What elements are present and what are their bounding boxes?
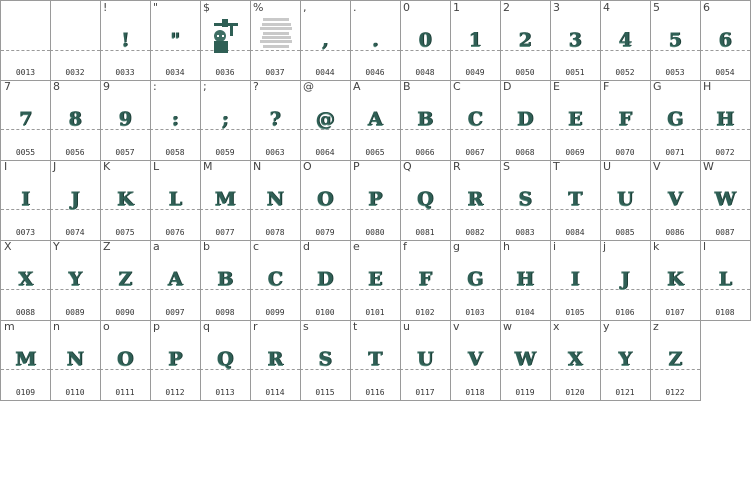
glyph-cell — [600, 160, 651, 241]
glyph-sample: 5 — [668, 29, 682, 51]
glyph-sample: @ — [315, 108, 335, 130]
char-label: e — [353, 240, 360, 253]
char-label: 8 — [53, 80, 60, 93]
glyph-sample: I — [570, 268, 580, 290]
glyph-cell — [150, 0, 201, 81]
glyph-sample: ? — [269, 108, 281, 130]
char-label: T — [553, 160, 560, 173]
char-label: 9 — [103, 80, 110, 93]
glyph-cell — [50, 320, 101, 401]
glyph-cell — [700, 240, 751, 321]
glyph-sample: 7 — [18, 108, 33, 130]
char-label: 2 — [503, 1, 510, 14]
char-code: 0103 — [465, 308, 485, 317]
glyph-sample: : — [171, 108, 179, 130]
glyph-cell — [400, 160, 451, 241]
char-label: W — [703, 160, 714, 173]
glyph-sample: 9 — [118, 108, 132, 130]
glyph-sample: G — [666, 108, 684, 130]
char-code: 0102 — [415, 308, 435, 317]
char-label: u — [403, 320, 410, 333]
glyph-sample: 6 — [718, 29, 732, 51]
glyph-sample: H — [716, 108, 734, 130]
char-code: 0122 — [665, 388, 685, 397]
glyph-cell — [0, 0, 51, 81]
char-code: 0108 — [715, 308, 735, 317]
char-label: . — [353, 1, 357, 14]
glyph-sample: Y — [618, 348, 632, 370]
glyph-cell — [400, 80, 451, 161]
glyph-sample: R — [267, 348, 283, 370]
glyph-cell — [650, 240, 701, 321]
char-label: s — [303, 320, 309, 333]
glyph-cell — [700, 80, 751, 161]
glyph-sample: ! — [120, 29, 130, 51]
char-label: N — [253, 160, 262, 173]
glyph-sample: ; — [221, 108, 229, 130]
glyph-sample: J — [620, 268, 630, 290]
char-code: 0064 — [315, 148, 335, 157]
char-label: @ — [303, 80, 314, 93]
glyph-cell — [200, 0, 251, 81]
char-label: C — [453, 80, 461, 93]
glyph-sample: A — [367, 108, 383, 130]
glyph-sample: X — [567, 348, 583, 370]
glyph-sample: N — [266, 188, 284, 210]
char-label: Q — [403, 160, 412, 173]
glyph-sample: H — [516, 268, 534, 290]
char-label: S — [503, 160, 510, 173]
glyph-sample: P — [167, 348, 183, 370]
portrait-illustration-icon — [208, 19, 242, 55]
glyph-cell — [0, 240, 51, 321]
char-label: n — [53, 320, 60, 333]
glyph-sample: 4 — [618, 29, 632, 51]
glyph-cell — [300, 320, 351, 401]
glyph-sample: 3 — [568, 29, 582, 51]
glyph-cell — [700, 160, 751, 241]
glyph-cell — [50, 0, 101, 81]
char-label: 4 — [603, 1, 610, 14]
char-code: 0109 — [15, 388, 36, 397]
glyph-cell — [500, 240, 551, 321]
char-label: : — [153, 80, 157, 93]
glyph-sample: U — [616, 188, 634, 210]
char-label: l — [703, 240, 707, 253]
char-label: g — [453, 240, 460, 253]
char-code: 0100 — [315, 308, 335, 317]
glyph-sample: P — [367, 188, 383, 210]
char-label: J — [53, 160, 57, 173]
glyph-sample: C — [467, 108, 483, 130]
glyph-sample: 2 — [518, 29, 532, 51]
baseline-guide — [250, 50, 300, 51]
char-label: U — [603, 160, 612, 173]
glyph-cell — [150, 80, 201, 161]
glyph-sample: V — [667, 188, 683, 210]
char-code: 0110 — [65, 388, 85, 397]
glyph-sample: V — [467, 348, 483, 370]
char-label: F — [603, 80, 610, 93]
char-code: 0077 — [215, 228, 235, 237]
baseline-guide — [1, 50, 50, 51]
char-label: h — [503, 240, 510, 253]
char-label: Y — [53, 240, 60, 253]
glyph-sample: X — [18, 268, 33, 290]
glyph-cell — [550, 320, 601, 401]
glyph-cell — [400, 0, 451, 81]
char-label: V — [653, 160, 661, 173]
char-label: 1 — [453, 1, 460, 14]
glyph-cell — [250, 240, 301, 321]
glyph-cell — [350, 320, 401, 401]
char-label: t — [353, 320, 358, 333]
char-label: B — [403, 80, 411, 93]
glyph-sample: U — [416, 348, 434, 370]
glyph-cell — [0, 160, 51, 241]
char-code: 0121 — [615, 388, 635, 397]
glyph-cell — [200, 240, 251, 321]
char-code: 0046 — [365, 68, 385, 77]
glyph-cell — [700, 0, 751, 81]
char-code: 0044 — [315, 68, 335, 77]
glyph-cell — [500, 80, 551, 161]
glyph-sample: O — [116, 348, 134, 370]
glyph-sample: Z — [118, 268, 132, 290]
glyph-sample: C — [267, 268, 283, 290]
char-label: z — [653, 320, 659, 333]
glyph-cell — [250, 0, 301, 81]
char-code: 0063 — [265, 148, 285, 157]
char-code: 0054 — [715, 68, 735, 77]
glyph-cell — [100, 80, 151, 161]
glyph-sample: 1 — [468, 29, 482, 51]
glyph-cell — [150, 320, 201, 401]
char-label: a — [153, 240, 160, 253]
char-label: k — [653, 240, 660, 253]
glyph-cell — [150, 240, 201, 321]
glyph-cell — [600, 0, 651, 81]
glyph-cell — [650, 0, 701, 81]
glyph-cell — [350, 160, 401, 241]
glyph-sample: Q — [216, 348, 234, 370]
char-label: 0 — [403, 1, 410, 14]
glyph-cell — [550, 80, 601, 161]
glyph-cell — [450, 240, 501, 321]
glyph-cell — [450, 80, 501, 161]
glyph-cell — [200, 80, 251, 161]
glyph-sample: Q — [416, 188, 434, 210]
char-label: b — [203, 240, 210, 253]
glyph-cell — [300, 240, 351, 321]
char-code: 0080 — [365, 228, 385, 237]
glyph-sample: Z — [668, 348, 682, 370]
char-code: 0082 — [465, 228, 485, 237]
glyph-sample: R — [467, 188, 483, 210]
char-code: 0013 — [15, 68, 36, 77]
char-label: j — [603, 240, 607, 253]
char-code: 0050 — [515, 68, 535, 77]
char-code: 0104 — [515, 308, 535, 317]
glyph-sample: S — [318, 348, 332, 370]
char-label: G — [653, 80, 662, 93]
glyph-sample: K — [116, 188, 134, 210]
char-code: 0097 — [165, 308, 185, 317]
char-label: 6 — [703, 1, 710, 14]
char-label: f — [403, 240, 407, 253]
glyph-cell — [200, 160, 251, 241]
char-label: o — [103, 320, 110, 333]
char-label: A — [353, 80, 361, 93]
char-code: 0070 — [615, 148, 635, 157]
glyph-sample: J — [70, 188, 80, 210]
char-code: 0085 — [615, 228, 635, 237]
char-code: 0052 — [615, 68, 635, 77]
char-code: 0120 — [565, 388, 585, 397]
char-label: y — [603, 320, 610, 333]
glyph-cell — [500, 160, 551, 241]
char-label: X — [4, 240, 12, 253]
char-label: I — [4, 160, 8, 173]
glyph-cell — [550, 0, 601, 81]
char-code: 0065 — [365, 148, 385, 157]
glyph-cell — [100, 240, 151, 321]
glyph-sample: A — [167, 268, 183, 290]
glyph-sample: D — [316, 268, 334, 290]
glyph-cell — [150, 160, 201, 241]
char-label: Z — [103, 240, 111, 253]
glyph-sample: E — [567, 108, 583, 130]
char-code: 0112 — [165, 388, 185, 397]
char-code: 0074 — [65, 228, 85, 237]
char-label: H — [703, 80, 712, 93]
glyph-sample: B — [416, 108, 434, 130]
char-label: 3 — [553, 1, 560, 14]
glyph-sample: " — [170, 29, 180, 51]
char-label: R — [453, 160, 461, 173]
char-label: q — [203, 320, 210, 333]
char-label: 5 — [653, 1, 660, 14]
char-code: 0084 — [565, 228, 585, 237]
char-code: 0059 — [215, 148, 235, 157]
glyph-cell — [600, 80, 651, 161]
char-label: M — [203, 160, 213, 173]
glyph-cell — [350, 240, 401, 321]
char-label: D — [503, 80, 512, 93]
glyph-sample: . — [371, 29, 379, 51]
glyph-sample: F — [418, 268, 432, 290]
glyph-cell — [300, 80, 351, 161]
char-code: 0049 — [465, 68, 485, 77]
glyph-sample: G — [466, 268, 484, 290]
char-label: K — [103, 160, 111, 173]
char-label: p — [153, 320, 160, 333]
glyph-sample: W — [714, 188, 736, 210]
glyph-cell — [400, 320, 451, 401]
glyph-sample: T — [567, 188, 583, 210]
char-label: ; — [203, 80, 207, 93]
glyph-cell — [500, 0, 551, 81]
glyph-cell — [350, 80, 401, 161]
glyph-cell — [450, 160, 501, 241]
char-code: 0037 — [265, 68, 285, 77]
char-code: 0075 — [115, 228, 135, 237]
char-code: 0105 — [565, 308, 585, 317]
glyph-cell — [200, 320, 251, 401]
char-label: 7 — [4, 80, 11, 93]
glyph-sample: E — [367, 268, 383, 290]
char-label: i — [553, 240, 557, 253]
char-code: 0111 — [115, 388, 135, 397]
char-code: 0119 — [515, 388, 535, 397]
glyph-cell — [600, 320, 651, 401]
char-label: , — [303, 1, 307, 14]
char-label: v — [453, 320, 460, 333]
char-label: ! — [103, 1, 108, 14]
glyph-sample: N — [66, 348, 84, 370]
glyph-sample: S — [518, 188, 532, 210]
char-code: 0089 — [65, 308, 85, 317]
char-code: 0118 — [465, 388, 485, 397]
char-code: 0078 — [265, 228, 285, 237]
char-code: 0073 — [15, 228, 36, 237]
baseline-guide — [50, 50, 100, 51]
glyph-cell — [550, 240, 601, 321]
glyph-cell — [500, 320, 551, 401]
char-code: 0057 — [115, 148, 135, 157]
char-code: 0068 — [515, 148, 535, 157]
char-label: $ — [203, 1, 210, 14]
char-code: 0090 — [115, 308, 135, 317]
glyph-sample: O — [316, 188, 334, 210]
char-label: m — [4, 320, 15, 333]
char-code: 0117 — [415, 388, 435, 397]
char-code: 0069 — [565, 148, 585, 157]
char-code: 0081 — [415, 228, 435, 237]
char-code: 0107 — [665, 308, 685, 317]
glyph-sample: K — [666, 268, 684, 290]
glyph-sample: L — [168, 188, 182, 210]
char-code: 0055 — [15, 148, 36, 157]
glyph-sample: , — [321, 29, 329, 51]
glyph-cell — [0, 320, 51, 401]
char-code: 0053 — [665, 68, 685, 77]
char-code: 0087 — [715, 228, 735, 237]
char-label: O — [303, 160, 312, 173]
char-code: 0066 — [415, 148, 435, 157]
char-code: 0106 — [615, 308, 635, 317]
char-code: 0034 — [165, 68, 185, 77]
glyph-cell — [0, 80, 51, 161]
glyph-cell — [50, 240, 101, 321]
char-code: 0072 — [715, 148, 735, 157]
char-label: d — [303, 240, 310, 253]
glyph-sample: 0 — [418, 29, 432, 51]
glyph-cell — [450, 320, 501, 401]
glyph-sample: M — [214, 188, 236, 210]
char-label: " — [153, 1, 159, 14]
glyph-sample: M — [14, 348, 37, 370]
char-code: 0114 — [265, 388, 285, 397]
char-code: 0098 — [215, 308, 235, 317]
glyph-cell — [100, 160, 151, 241]
char-code: 0067 — [465, 148, 485, 157]
char-label: ? — [253, 80, 259, 93]
glyph-cell — [50, 160, 101, 241]
glyph-cell — [650, 80, 701, 161]
char-code: 0036 — [215, 68, 235, 77]
glyph-sample: 8 — [68, 108, 82, 130]
char-code: 0033 — [115, 68, 135, 77]
char-code: 0051 — [565, 68, 585, 77]
glyph-cell — [300, 160, 351, 241]
glyph-cell — [600, 240, 651, 321]
char-label: w — [503, 320, 512, 333]
fine-print-block — [258, 17, 294, 49]
glyph-sample: F — [618, 108, 632, 130]
char-code: 0086 — [665, 228, 685, 237]
char-code: 0076 — [165, 228, 185, 237]
glyph-cell — [350, 0, 401, 81]
char-code: 0083 — [515, 228, 535, 237]
char-code: 0115 — [315, 388, 335, 397]
glyph-cell — [450, 0, 501, 81]
glyph-sample: W — [514, 348, 536, 370]
glyph-sample: D — [516, 108, 534, 130]
char-code: 0058 — [165, 148, 185, 157]
glyph-cell — [550, 160, 601, 241]
glyph-sample: Y — [68, 268, 82, 290]
char-label: E — [553, 80, 560, 93]
char-label: P — [353, 160, 360, 173]
glyph-cell — [250, 320, 301, 401]
glyph-sample: T — [367, 348, 383, 370]
char-code: 0079 — [315, 228, 335, 237]
glyph-cell — [50, 80, 101, 161]
char-code: 0116 — [365, 388, 385, 397]
glyph-sample: L — [718, 268, 732, 290]
char-code: 0032 — [65, 68, 85, 77]
glyph-cell — [250, 160, 301, 241]
glyph-sample: I — [21, 188, 30, 210]
char-code: 0101 — [365, 308, 385, 317]
glyph-cell — [100, 0, 151, 81]
char-code: 0048 — [415, 68, 435, 77]
char-label: x — [553, 320, 560, 333]
glyph-cell — [400, 240, 451, 321]
glyph-sample: B — [216, 268, 234, 290]
char-code: 0056 — [65, 148, 85, 157]
char-label: c — [253, 240, 260, 253]
glyph-cell — [250, 80, 301, 161]
char-label: r — [253, 320, 258, 333]
glyph-cell — [300, 0, 351, 81]
char-label: % — [253, 1, 264, 14]
char-code: 0088 — [15, 308, 36, 317]
char-code: 0113 — [215, 388, 235, 397]
glyph-cell — [650, 160, 701, 241]
glyph-cell — [650, 320, 701, 401]
char-label: L — [153, 160, 160, 173]
glyph-cell — [100, 320, 151, 401]
char-code: 0099 — [265, 308, 285, 317]
char-code: 0071 — [665, 148, 685, 157]
